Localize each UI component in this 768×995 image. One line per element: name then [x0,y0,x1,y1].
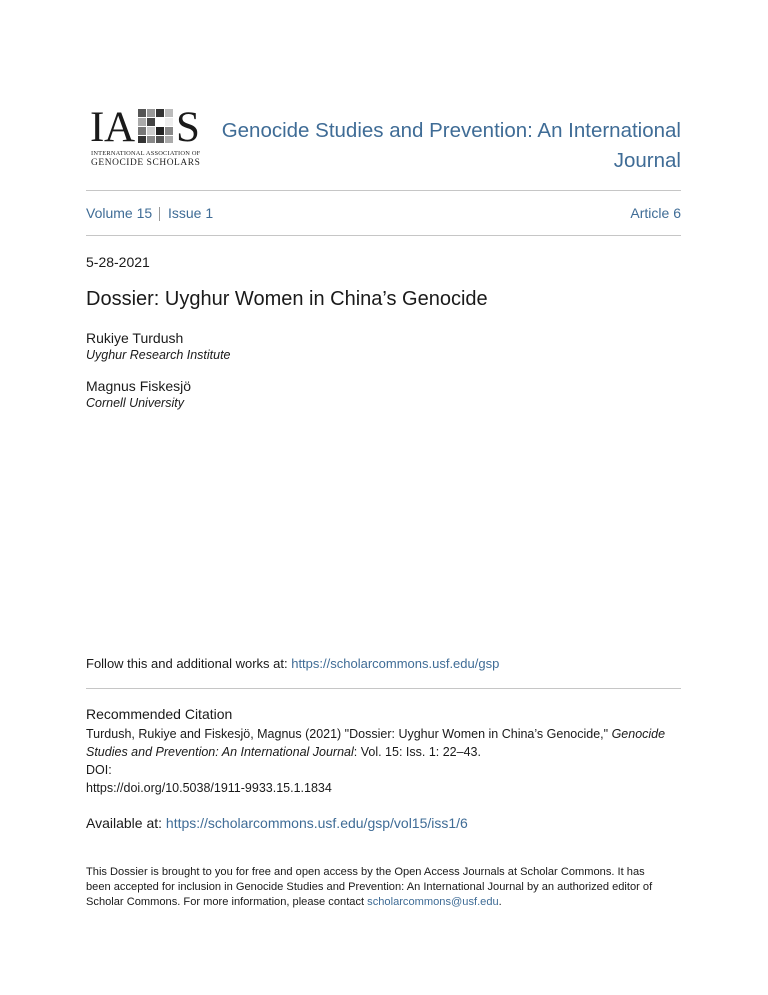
available-link[interactable]: https://scholarcommons.usf.edu/gsp/vol15/iss1/6 [165,815,468,831]
access-note-line-2: been accepted for inclusion in Genocide Studies and Prevention: An International Journal by an authorized editor of [86,881,653,893]
citation-block [86,725,681,797]
logo-letter-i: I [90,106,105,146]
logo-line-2: GENOCIDE SCHOLARS [91,158,201,168]
citation-text-1: Turdush, Rukiye and Fiskesjö, Magnus (2021) "Dossier: Uyghur Women in China’s Genocide," [86,727,612,741]
author-affiliation-1: Uyghur Research Institute [86,348,231,362]
issue-separator [159,207,160,221]
access-note [86,865,686,910]
citation-volume-pages: : Vol. 15: Iss. 1: 22–43. [353,745,481,759]
divider-follow [86,688,681,689]
doi-label: DOI: [86,763,112,777]
divider-top [86,190,681,191]
issue-row [86,205,681,223]
author-name-1: Rukiye Turdush [86,330,184,346]
iags-logo-letters [90,106,212,146]
logo-line-1: INTERNATIONAL ASSOCIATION OF [91,150,201,157]
access-note-end: . [498,896,502,908]
logo-letter-s: S [176,106,200,146]
citation-line-2 [86,743,681,761]
iags-logo [90,106,212,170]
journal-title-line-1[interactable]: Genocide Studies and Prevention: An International [221,119,681,142]
logo-mosaic-g [138,109,173,143]
article-link[interactable]: Article 6 [630,205,681,221]
follow-line [86,656,499,671]
follow-text: Follow this and additional works at: [86,656,292,671]
available-text: Available at: [86,815,166,831]
logo-letter-a: A [104,106,136,146]
issue-link[interactable]: Issue 1 [168,205,214,221]
available-line [86,815,468,831]
citation-journal-1: Genocide [611,727,666,741]
journal-title-line-2[interactable]: Journal [613,149,681,172]
access-note-line-1: This Dossier is brought to you for free and open access by the Open Access Journals at Scholar Commons. It has [86,866,645,878]
publication-date: 5-28-2021 [86,254,150,270]
access-note-line-3 [86,895,686,910]
contact-email-link[interactable]: scholarcommons@usf.edu [367,896,499,908]
divider-issue [86,235,681,236]
citation-journal-2: Studies and Prevention: An International Journal [86,745,354,759]
author-affiliation-2: Cornell University [86,396,184,410]
recommended-citation-heading: Recommended Citation [86,706,233,722]
journal-title[interactable] [211,116,681,176]
author-name-2: Magnus Fiskesjö [86,378,192,394]
volume-link[interactable]: Volume 15 [86,205,153,221]
access-note-text-3: Scholar Commons. For more information, please contact [86,896,368,908]
doi-value: https://doi.org/10.5038/1911-9933.15.1.1834 [86,781,332,795]
article-title: Dossier: Uyghur Women in China’s Genocide [86,288,488,310]
follow-link[interactable]: https://scholarcommons.usf.edu/gsp [291,656,500,671]
citation-line-1 [86,725,681,743]
